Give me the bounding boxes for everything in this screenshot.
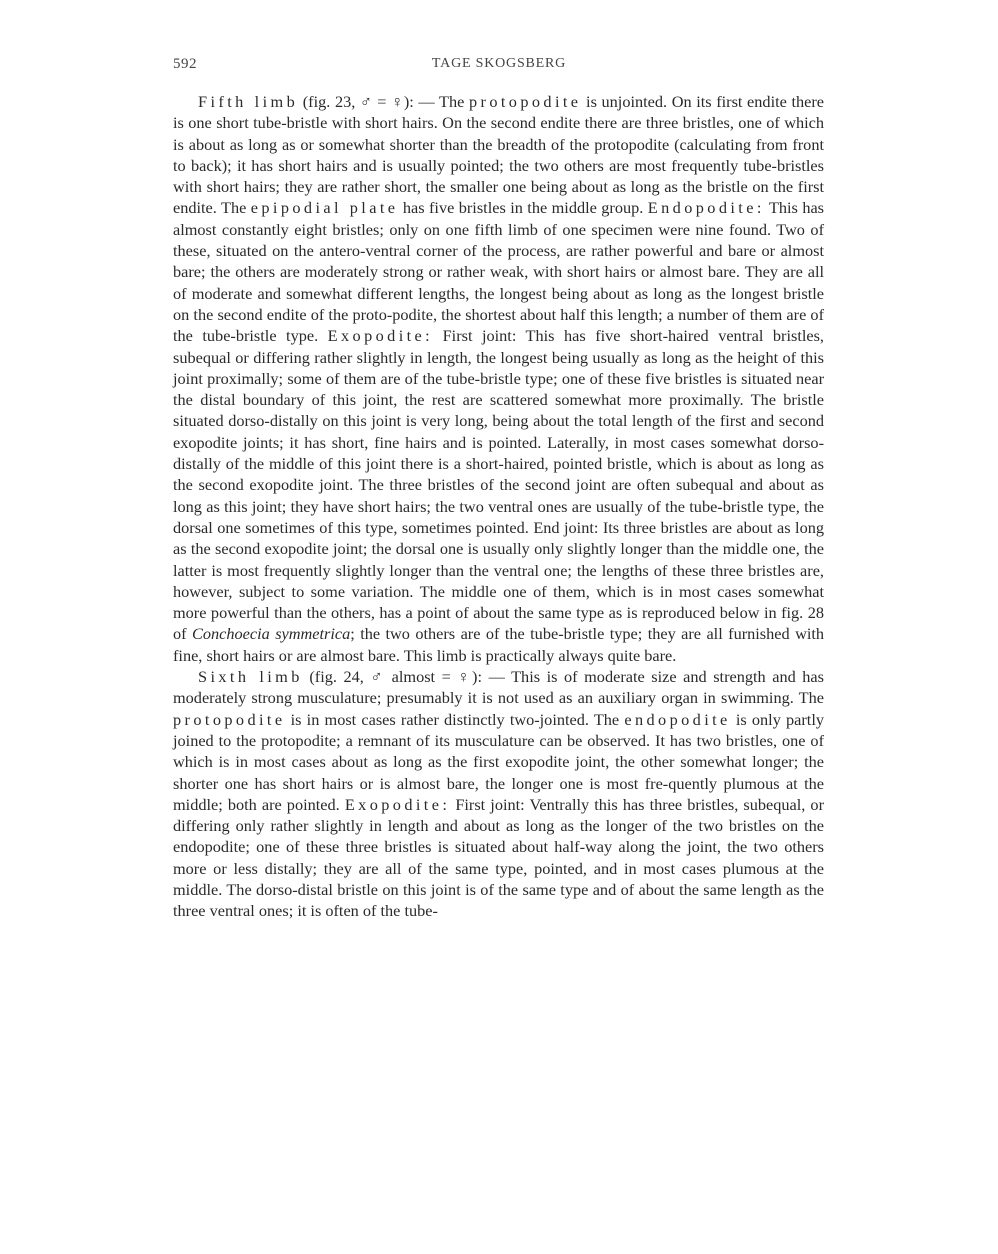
spaced-term: endopodite — [624, 709, 731, 729]
spaced-term: protopodite — [468, 92, 582, 111]
spaced-term: Sixth limb — [198, 667, 303, 687]
text-run: ; the two others are of the tube-bristle type; they are all furnished with fine, short hairs or are almost bare. This limb is practically always quite bare. — [173, 624, 825, 665]
text-run: First joint: This has five short-haired ventral bristles, subequal or differing rather slightly in length, the longest being usually as long as the height of this joint proximally; some of them are of the tube-bristle type; one of these five bristles is situated near the distal boundary of this joint, the rest are scattered somewhat more proximally. The bristle situated dorso-distally on this joint is very long, being about the total length of the first and second exopodite joints; it has short, fine hairs and is pointed. Laterally, in most cases somewhat dorso-distally of the middle of this joint there is a short-haired, pointed bristle, which is about as long as the second exopodite joint. The three bristles of the second joint are often subequal and about as long as this joint; they have short hairs; the two ventral ones are usually of the tube-bristle type, the dorsal one sometimes of this type, sometimes pointed. End joint: Its three bristles are about as long as the second exopodite joint; the dorsal one is usually only slightly longer than the middle one, the latter is most frequently slightly longer than the ventral one; the lengths of these three bristles are, however, subject to some variation. The middle one of them, which is in most cases somewhat more powerful than the others, has a point of about the same type as is reproduced below in fig. 28 of — [173, 326, 824, 644]
text-run: This has almost constantly eight bristles; only on one fifth limb of one specimen were nine found. Two of these, situated on the antero-ventral corner of the process, are rather powerful and bare or almost bare; the others are moderately strong or rather weak, with short hairs or almost bare. They are all of moderate and somewhat different lengths, the longest being about as long as the longest bristle on the second endite of the proto-podite, the shortest about half this length; a number of them are of the tube-bristle type. — [173, 198, 825, 346]
paragraph-sixth-limb — [173, 666, 824, 922]
text-run: is unjointed. On its first endite there is one short tube-bristle with short hairs. On the second endite there are three bristles, one of which is about as long as or somewhat shorter than the breadth of the protopodite (calculating from front to back); it has short hairs and is usually pointed; the two others are most frequently tube-bristles with short hairs; they are rather short, the smaller one being about as long as the bristle on the first endite. The — [173, 92, 824, 218]
body-text — [173, 91, 824, 922]
text-run: is only partly joined to the protopodite; a remnant of its musculature can be observed. It has two bristles, one of which is in most cases about as long as the first exopodite joint, the other somewhat longer; the shorter one has short hairs or is almost bare, the longer one is most fre-quently plumous at the middle; both are pointed. — [173, 709, 824, 814]
text-run: (fig. 23, ♂ = ♀): — The — [298, 92, 469, 111]
spaced-term: Endopodite: — [647, 198, 765, 218]
spaced-term: epipodial plate — [250, 198, 399, 218]
running-head — [0, 56, 998, 78]
text-run: has five bristles in the middle group. — [398, 198, 648, 218]
spaced-term: Exopodite: — [344, 794, 451, 814]
spaced-term: protopodite — [173, 709, 286, 729]
running-title: TAGE SKOGSBERG — [431, 56, 567, 71]
text-run: First joint: Ventrally this has three bristles, subequal, or differing only rather slightly in length and about as long as the longer of the two bristles on the endopodite; one of these three bristles is situated about half-way along the joint, the two others more or less distally; they are all of the same type, pointed, and in most cases plumous at the middle. The dorso-distal bristle on this joint is of the same type and of about the same length as the three ventral ones; it is often of the tube- — [173, 794, 824, 921]
page-number: 592 — [173, 56, 197, 72]
text-run: (fig. 24, ♂ almost = ♀): — This is of moderate size and strength and has moderately strong musculature; presumably it is not used as an auxiliary organ in swimming. The — [173, 667, 824, 708]
text-run: is in most cases rather distinctly two-jointed. The — [285, 709, 625, 729]
spaced-term: Exopodite: — [327, 326, 434, 346]
italic-taxon: Conchoecia symmetrica — [192, 624, 351, 644]
paragraph-fifth-limb — [173, 91, 824, 666]
spaced-term: Fifth limb — [198, 92, 299, 111]
